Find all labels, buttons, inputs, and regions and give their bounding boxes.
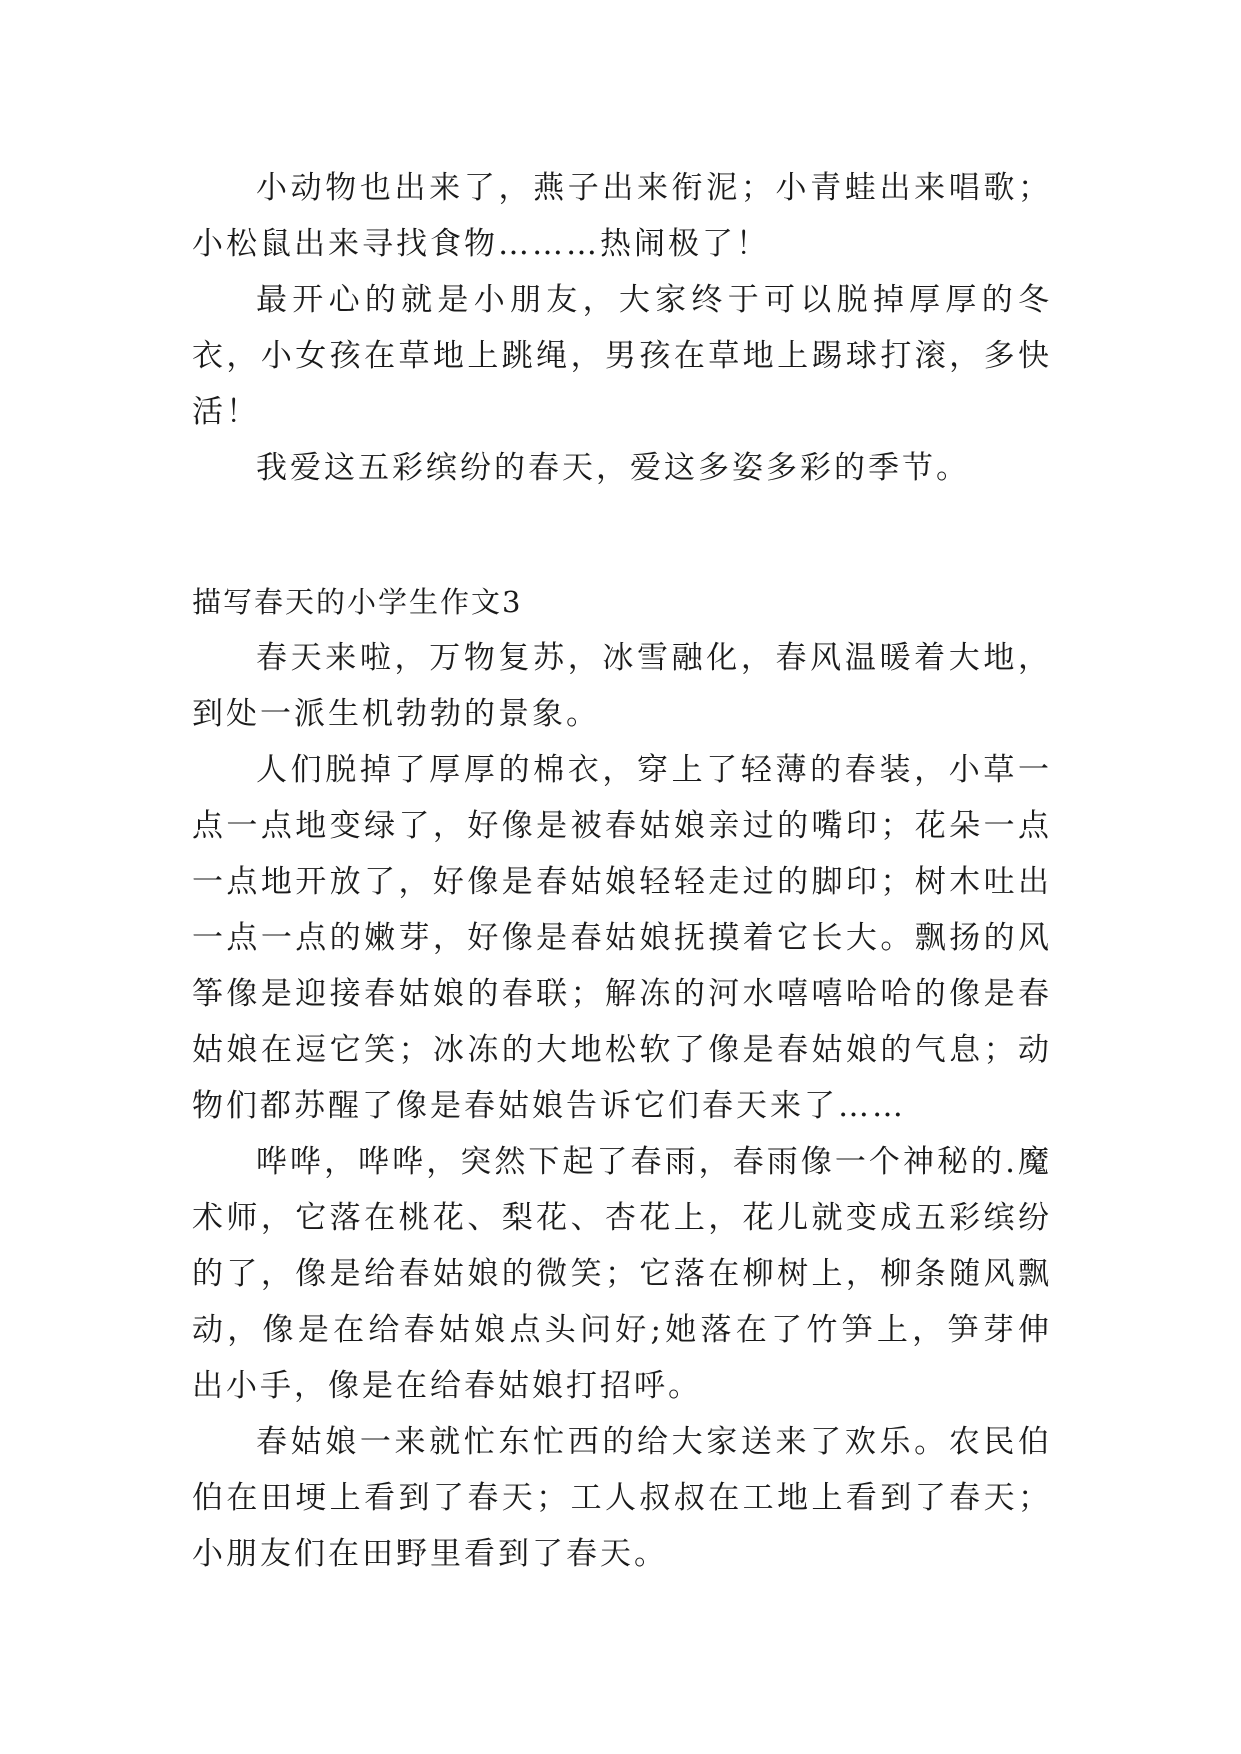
- document-page: [192, 160, 1052, 1582]
- paragraph: 哗哗，哗哗，突然下起了春雨，春雨像一个神秘的.魔术师，它落在桃花、梨花、杏花上，花儿就变成五彩缤纷的了，像是给春姑娘的微笑；它落在柳树上，柳条随风飘动，像是在给春姑娘点头问好;她落在了竹笋上，笋芽伸出小手，像是在给春姑娘打招呼。: [192, 1144, 1052, 1404]
- paragraph: 我爱这五彩缤纷的春天，爱这多姿多彩的季节。: [256, 450, 970, 486]
- section-title: 描写春天的小学生作文3: [192, 585, 523, 619]
- paragraph: 人们脱掉了厚厚的棉衣，穿上了轻薄的春装，小草一点一点地变绿了，好像是被春姑娘亲过的嘴印；花朵一点一点地开放了，好像是春姑娘轻轻走过的脚印；树木吐出一点一点的嫩芽，好像是春姑娘抚摸着它长大。飘扬的风筝像是迎接春姑娘的春联；解冻的河水嘻嘻哈哈的像是春姑娘在逗它笑；冰冻的大地松软了像是春姑娘的气息；动物们都苏醒了像是春姑娘告诉它们春天来了……: [192, 752, 1052, 1124]
- paragraph: 小动物也出来了，燕子出来衔泥；小青蛙出来唱歌；小松鼠出来寻找食物………热闹极了！: [192, 170, 1052, 262]
- paragraph: 春天来啦，万物复苏，冰雪融化，春风温暖着大地，到处一派生机勃勃的景象。: [192, 640, 1052, 732]
- paragraph: 最开心的就是小朋友，大家终于可以脱掉厚厚的冬衣，小女孩在草地上跳绳，男孩在草地上踢球打滚，多快活！: [192, 282, 1052, 430]
- paragraph: 春姑娘一来就忙东忙西的给大家送来了欢乐。农民伯伯在田埂上看到了春天；工人叔叔在工地上看到了春天；小朋友们在田野里看到了春天。: [192, 1424, 1052, 1572]
